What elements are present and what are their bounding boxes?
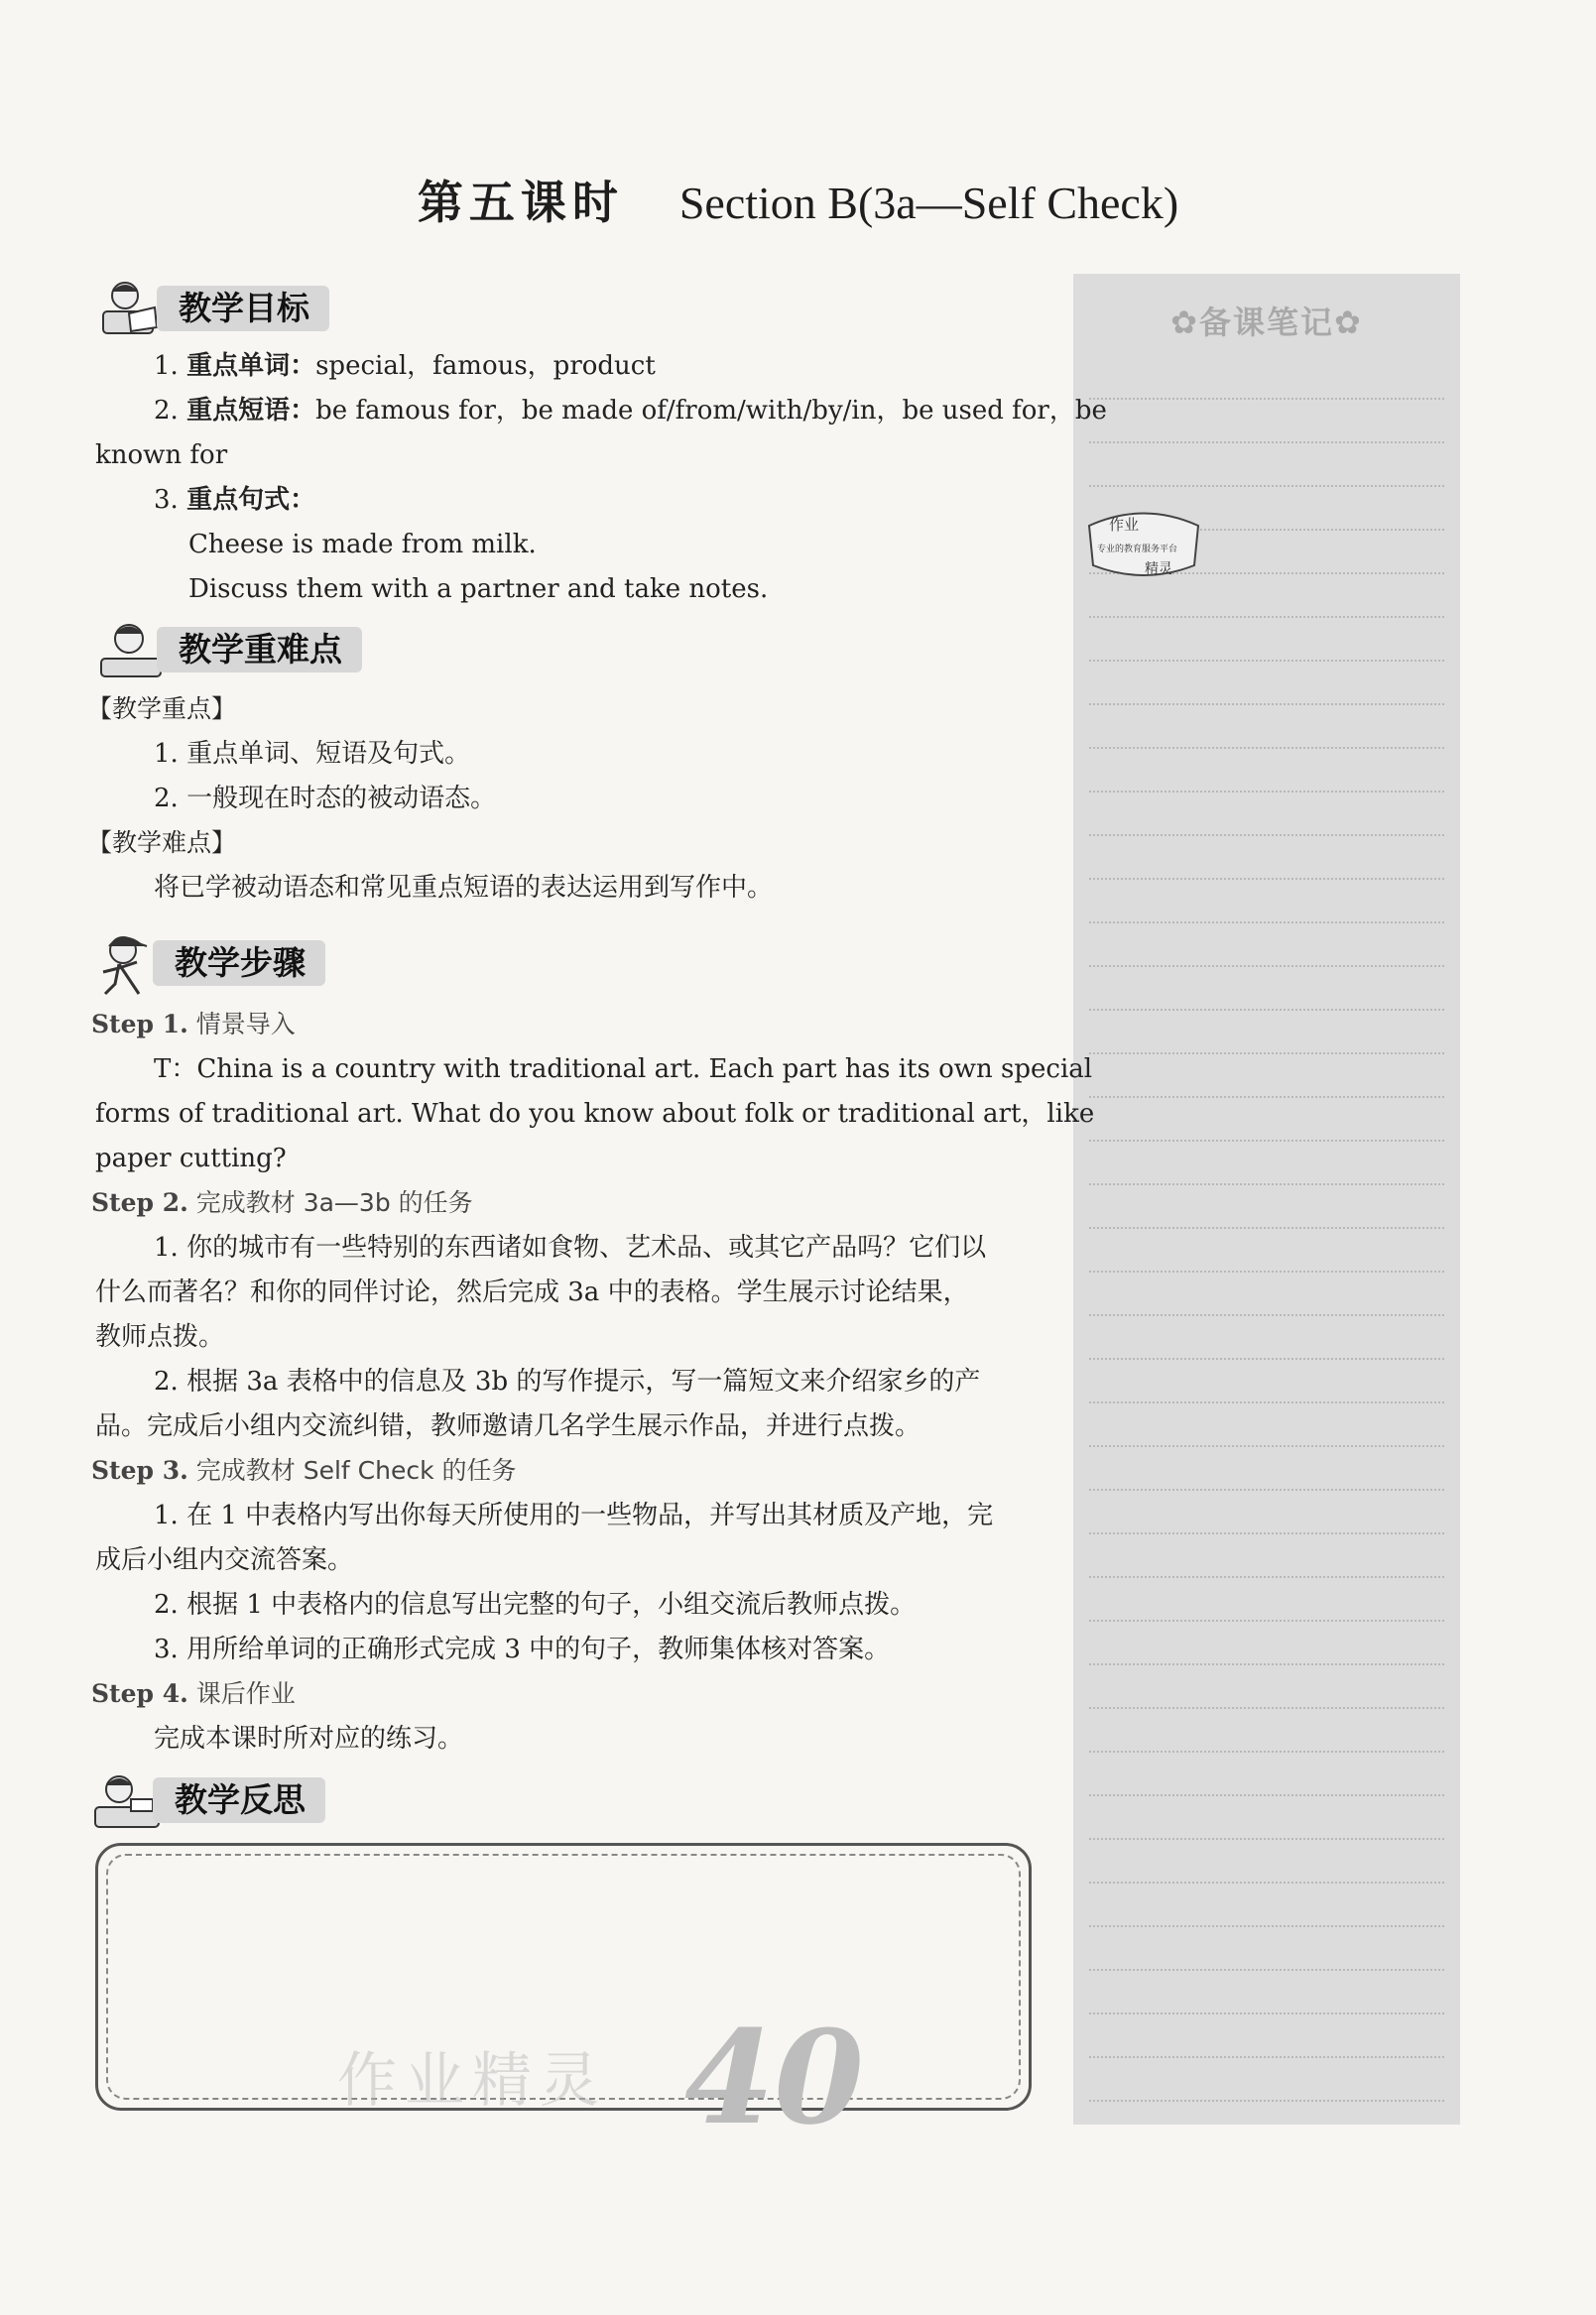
page-number: 40: [684, 2002, 864, 2153]
objective-item-1-num: 1.: [154, 351, 179, 381]
notes-line: [1089, 834, 1444, 836]
step-2-line-1: 1. 你的城市有一些特别的东西诸如食物、艺术品、或其它产品吗？它们以: [154, 1233, 987, 1263]
notes-line: [1089, 1314, 1444, 1316]
objective-item-2-text: be famous for，be made of/from/with/by/in，be used for，be: [315, 396, 1107, 426]
step-2-label: Step 2.: [91, 1188, 188, 1217]
watermark: 作业精灵: [337, 2046, 607, 2116]
notes-line: [1089, 791, 1444, 792]
objective-item-3-label: 重点句式：: [186, 485, 316, 515]
notes-line: [1089, 2056, 1444, 2058]
notes-title: ✿备课笔记✿: [1170, 304, 1363, 341]
notes-line: [1089, 1969, 1444, 1971]
stamp-top: 作业: [1109, 516, 1140, 534]
notes-line: [1089, 965, 1444, 967]
notes-line: [1089, 2012, 1444, 2014]
objective-item-1-label: 重点单词：: [186, 351, 316, 381]
step-2-line-2: 什么而著名？和你的同伴讨论，然后完成 3a 中的表格。学生展示讨论结果，: [95, 1278, 969, 1307]
notes-line: [1089, 1052, 1444, 1054]
notes-line: [1089, 1401, 1444, 1403]
notes-line: [1089, 1358, 1444, 1360]
lesson-title: [0, 167, 1596, 232]
notes-line: [1089, 1445, 1444, 1447]
notes-line: [1089, 1532, 1444, 1534]
step-2-line-3: 教师点拨。: [95, 1322, 225, 1352]
step-1-label: Step 1.: [91, 1010, 188, 1038]
section-reflection-title: 教学反思: [153, 1777, 325, 1823]
notes-line: [1089, 1663, 1444, 1665]
notes-line: [1089, 485, 1444, 487]
step-1-line-3: paper cutting?: [95, 1144, 287, 1173]
notes-line: [1089, 441, 1444, 443]
notes-line: [1089, 921, 1444, 923]
notes-line: [1089, 747, 1444, 749]
step-4-line-1: 完成本课时所对应的练习。: [154, 1724, 464, 1754]
notes-line: [1089, 1794, 1444, 1796]
step-1-line-1: T：China is a country with traditional art. Each part has its own special: [154, 1054, 1093, 1084]
section-steps-title: 教学步骤: [153, 940, 325, 986]
notes-line: [1089, 616, 1444, 618]
notes-line: [1089, 1140, 1444, 1142]
step-2-title: 完成教材 3a—3b 的任务: [195, 1188, 473, 1217]
notes-line: [1089, 1009, 1444, 1011]
notes-line: [1089, 1620, 1444, 1622]
objective-item-2-label: 重点短语：: [186, 396, 316, 426]
notes-line: [1089, 1925, 1444, 1927]
lesson-title-en: Section B(3a—Self Check): [678, 178, 1179, 228]
notes-line: [1089, 398, 1444, 400]
notes-line: [1089, 1271, 1444, 1273]
section-keypoints-title: 教学重难点: [157, 627, 362, 672]
step-3-label: Step 3.: [91, 1456, 188, 1485]
notes-line: [1089, 1489, 1444, 1491]
step-3-line-1: 1. 在 1 中表格内写出你每天所使用的一些物品，并写出其材质及产地，完: [154, 1501, 994, 1530]
objective-item-3-num: 3.: [154, 485, 179, 515]
step-2-line-4: 2. 根据 3a 表格中的信息及 3b 的写作提示，写一篇短文来介绍家乡的产: [154, 1367, 981, 1397]
notes-line: [1089, 878, 1444, 880]
objective-item-3: [154, 485, 315, 515]
focus-item-1: 1. 重点单词、短语及句式。: [154, 739, 471, 769]
step-2-heading: [91, 1188, 473, 1218]
focus-item-2: 2. 一般现在时态的被动语态。: [154, 784, 497, 813]
objective-item-1-text: special，famous，product: [315, 351, 656, 381]
difficulty-tag: 【教学难点】: [87, 828, 237, 857]
notes-line: [1089, 1183, 1444, 1185]
step-3-line-4: 3. 用所给单词的正确形式完成 3 中的句子，教师集体核对答案。: [154, 1635, 891, 1664]
lesson-title-cn: 第五课时: [417, 176, 624, 229]
step-4-label: Step 4.: [91, 1679, 188, 1708]
step-3-heading: [91, 1456, 517, 1486]
objective-item-1: [154, 351, 656, 381]
notes-line: [1089, 1751, 1444, 1753]
step-4-heading: [91, 1679, 296, 1709]
step-4-title: 课后作业: [195, 1679, 296, 1708]
section-objectives-title: 教学目标: [157, 286, 329, 331]
notes-line: [1089, 1096, 1444, 1098]
step-1-heading: [91, 1010, 296, 1039]
notes-line: [1089, 1576, 1444, 1578]
notes-line: [1089, 1838, 1444, 1840]
notes-line: [1089, 1227, 1444, 1229]
notes-line: [1089, 2100, 1444, 2102]
step-3-line-3: 2. 根据 1 中表格内的信息写出完整的句子，小组交流后教师点拨。: [154, 1590, 917, 1620]
key-sentence-2: Discuss them with a partner and take notes.: [188, 574, 769, 604]
step-3-line-2: 成后小组内交流答案。: [95, 1545, 354, 1575]
notes-line: [1089, 660, 1444, 662]
step-1-line-2: forms of traditional art. What do you know about folk or traditional art，like: [95, 1099, 1095, 1129]
stamp-bottom: 精灵: [1145, 561, 1172, 577]
step-1-title: 情景导入: [195, 1010, 296, 1038]
focus-tag: 【教学重点】: [87, 694, 237, 723]
stamp-middle: 专业的教育服务平台: [1097, 545, 1178, 554]
key-sentence-1: Cheese is made from milk.: [188, 530, 537, 559]
notes-line: [1089, 1707, 1444, 1709]
notes-line: [1089, 1882, 1444, 1884]
difficulty-text: 将已学被动语态和常见重点短语的表达运用到写作中。: [154, 873, 774, 903]
step-3-title: 完成教材 Self Check 的任务: [195, 1456, 517, 1485]
notes-line: [1089, 703, 1444, 705]
stamp-logo: [1079, 496, 1208, 585]
step-2-line-5: 品。完成后小组内交流纠错，教师邀请几名学生展示作品，并进行点拨。: [95, 1411, 921, 1441]
objective-item-2-num: 2.: [154, 396, 179, 426]
objective-item-2-cont: known for: [95, 440, 228, 470]
objective-item-2: [154, 396, 1107, 426]
